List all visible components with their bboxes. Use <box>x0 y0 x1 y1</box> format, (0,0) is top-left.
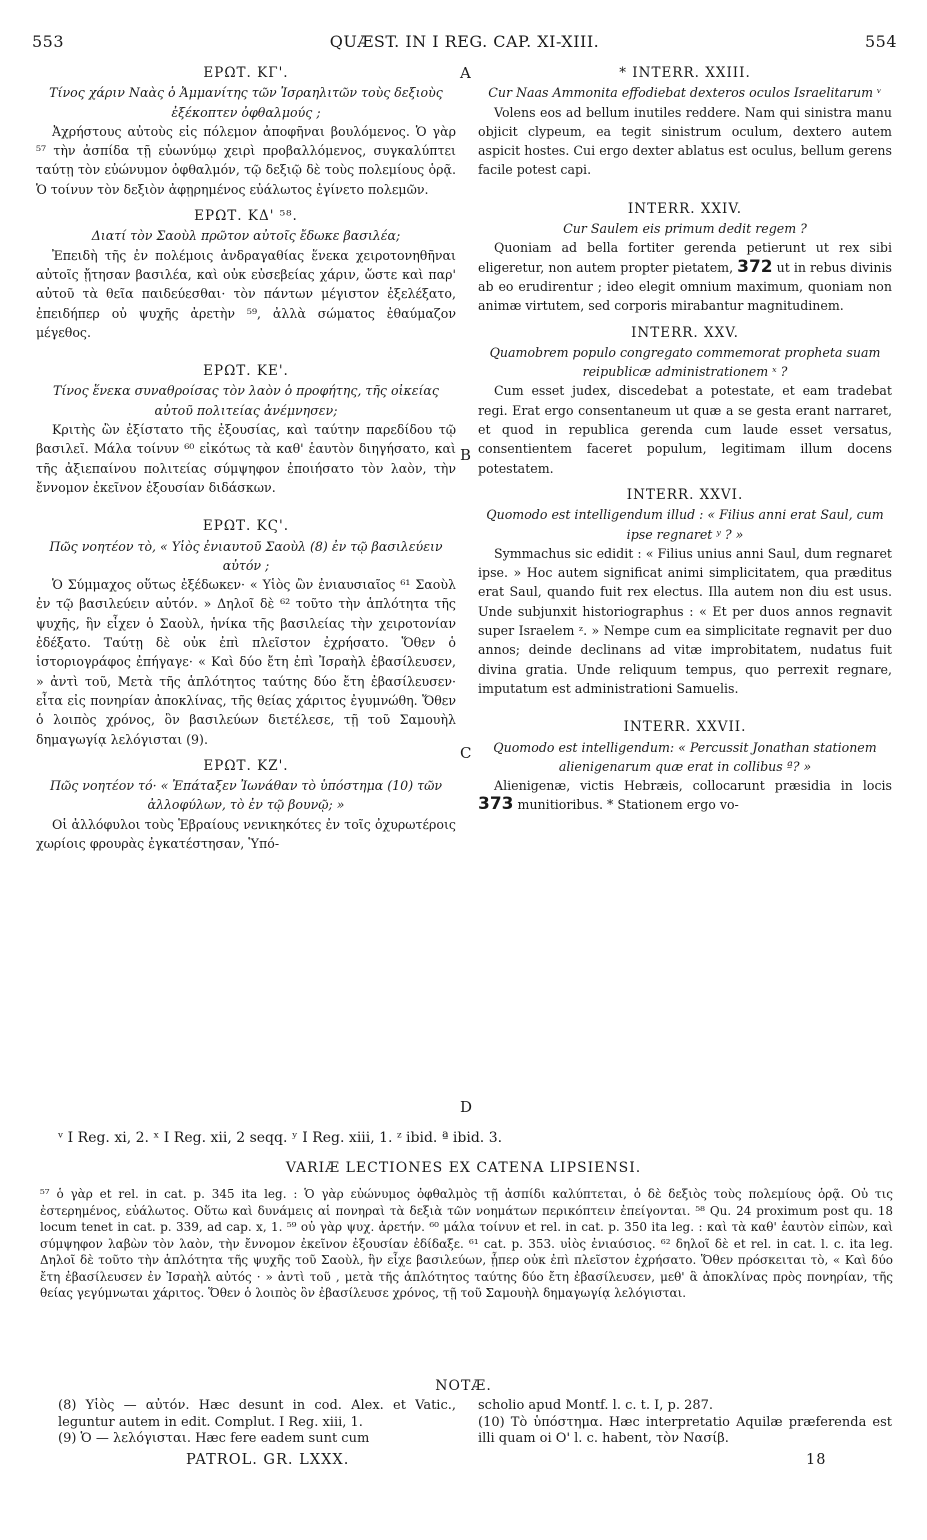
running-title: QUÆST. IN I REG. CAP. XI-XIII. <box>329 32 600 51</box>
latin-column <box>478 64 892 815</box>
variae-lectiones-title: VARIÆ LECTIONES EX CATENA LIPSIENSI. <box>285 1160 642 1176</box>
greek-question-25 <box>36 362 456 497</box>
question-text: Τίνος χάριν Ναὰς ὁ Ἀμμανίτης τῶν Ἰσραηλιτῶν τοὺς δεξιοὺς ἐξέκοπτεν ὀφθαλμούς ; <box>49 85 443 120</box>
variae-lectiones-text: ⁵⁷ ὁ γὰρ et rel. in cat. p. 345 ita leg. : Ὁ γὰρ εὐώνυμος ὀφθαλμὸς τῇ ἀσπίδι καλύπτεται, ὁ δὲ δεξιὸς τοὺς πολεμίους ὁρᾷ. Οὐ τις ἐστερημένος, εὐάλωτος. Οὕτω καὶ δυνάμεις αἱ πονηραὶ τὰ δεξιὰ τῶν νοημάτων περικόπτειν ἐπείγονται. ⁵⁸ Qu. 24 proximum post qu. 18 locum tenet in cat. p. 339, ad cap. x, 1. ⁵⁹ οὐ γὰρ ψυχ. ἀρετήν. ⁶⁰ μάλα τοίνυν et rel. in cat. p. 350 ita leg. : καὶ τὰ καθ' ἑαυτὸν εἰπὼν, καὶ σύμψηφον λαβὼν τὸν λαὸν, τὴν ἔννομον ἐκεῖνον ἐξουσίαν ἐδίδαξε. ⁶¹ cat. p. 353. υἱὸς ἐνιαύσιος. ⁶² δηλοῖ δὲ et rel. in cat. l. c. ita leg. Δηλοῖ δὲ τοῦτο τὴν ἁπλότητα τῆς ψυχῆς τοῦ Σαοὺλ, ἣν εἶχε βασιλεύων, ᾗπερ οὐκ ἐπὶ πλεῖστον ἐχρήσατο. Ὅθεν πρόσκειται τὸ, « Καὶ δύο ἔτη ἐβασίλευσεν ἐν Ἰσραὴλ αὐτός · » ἀντὶ τοῦ , μετὰ τῆς ἁπλότητος ταύτης δύο ἔτη ἐβασίλευσεν, μεθ' ἃ ἀποκλίνας πρὸς πονηρίαν, τῆς θείας γεγύμνωται χάριτος. Ὅθεν ὁ λοιπὸς ὃν ἐβασίλευσε χρόνος, τῇ τοῦ Σαμουὴλ δημαγωγίᾳ λελόγισται. <box>40 1187 893 1300</box>
margin-letter-d: D <box>460 1098 473 1116</box>
footer-signature: 18 <box>806 1452 827 1468</box>
latin-interr-24 <box>478 200 892 316</box>
note-9: (9) Ὁ — λελόγισται. Hæc fere eadem sunt cum <box>58 1431 370 1446</box>
greek-question-27 <box>36 757 456 853</box>
question-text: Πῶς νοητέον τὸ, « Υἱὸς ἐνιαυτοῦ Σαοὺλ (8) ἐν τῷ βασιλεύειν αὐτόν ; <box>49 538 443 573</box>
scripture-references: ᵛ I Reg. xi, 2. ˣ I Reg. xii, 2 seqq. ʸ I Reg. xiii, 1. ᶻ ibid. ª ibid. 3. <box>58 1130 503 1146</box>
section-title: * INTERR. XXIII. <box>619 65 751 81</box>
notae-title: NOTÆ. <box>435 1378 492 1394</box>
section-title: INTERR. XXIV. <box>627 200 743 217</box>
note-8: (8) Υἱὸς — αὐτόν. Hæc desunt in cod. Alex. et Vatic., leguntur autem in edit. Complut. I Reg. xiii, 1. <box>58 1398 456 1430</box>
section-title: ΕΡΩΤ. ΚϚ'. <box>202 518 290 535</box>
answer-text: Alienigenæ, victis Hebræis, collocarunt præsidia in locis 373 munitioribus. * Stationem ergo vo- <box>478 778 892 815</box>
question-text: Quamobrem populo congregato commemorat propheta suam reipublicæ administrationem ˣ ? <box>489 344 881 380</box>
page-number-right: 554 <box>864 32 897 51</box>
section-title: ΕΡΩΤ. ΚΓ'. <box>203 65 289 81</box>
question-text: Cur Saulem eis primum dedit regem ? <box>563 221 807 237</box>
question-text: Τίνος ἕνεκα συναθροίσας τὸν λαὸν ὁ προφήτης, τῆς οἰκείας αὐτοῦ πολιτείας ἀνέμνησεν; <box>53 383 439 418</box>
section-title: INTERR. XXV. <box>631 324 739 341</box>
latin-interr-26 <box>478 486 892 698</box>
latin-interr-27 <box>478 718 892 814</box>
column-number-marker: 373 <box>478 794 514 815</box>
answer-text: Ἀχρήστους αὐτοὺς εἰς πόλεμον ἀποφῆναι βουλόμενος. Ὁ γὰρ ⁵⁷ τὴν ἀσπίδα τῇ εὐωνύμῳ χειρὶ προβαλλόμενος, συγκαλύπτει ταύτῃ τὸν εὐώνυμον ὀφθαλμόν, τῷ δεξιῷ δὲ τοὺς πολεμίους ὁρᾷ. Ὁ τοίνυν τὸν δεξιὸν ἀφῃρημένος εὐάλωτος ἐγίνετο πολεμῶν. <box>36 123 456 197</box>
section-title: INTERR. XXVII. <box>623 719 747 736</box>
margin-letter-b: B <box>460 446 472 464</box>
margin-letter-c: C <box>460 744 472 762</box>
section-title: ΕΡΩΤ. ΚΔ' ⁵⁸. <box>194 208 298 225</box>
greek-question-24 <box>36 207 456 342</box>
answer-text: Cum esset judex, discedebat a potestate, et eam tradebat regi. Erat ergo consentaneum ut quæ a se gesta erant narraret, et quod in republica gerenda cum laude esset versatus, consentientem faceret populum, legitimam illum docens potestatem. <box>478 383 892 476</box>
section-title: ΕΡΩΤ. ΚΖ'. <box>203 757 289 774</box>
answer-text: Volens eos ad bellum inutiles reddere. Nam qui sinistra manu objicit clypeum, ea tegit sinistrum oculum, dextero autem aspicit hostes. Cui ergo dexter ablatus est oculus, bellum gerens facile potest capi. <box>478 104 892 178</box>
greek-question-26 <box>36 517 456 749</box>
notae-left-column <box>58 1398 456 1448</box>
note-9-continued: scholio apud Montf. l. c. t. I, p. 287. <box>478 1398 714 1413</box>
question-text: Πῶς νοητέον τό· « Ἐπάταξεν Ἰωνάθαν τὸ ὑπόστημα (10) τῶν ἀλλοφύλων, τὸ ἐν τῷ βουνῷ; » <box>49 778 443 813</box>
answer-text: Symmachus sic edidit : « Filius unius anni Saul, dum regnaret ipse. » Hoc autem significat animi simplicitatem, qua præditus erat Saul, quando fuit rex electus. Illa autem non diu est usus. Unde subjunxit historiographus : « Et per duos annos regnavit super Israelem ᶻ. » Nempe cum ea simplicitate regnavit per duo annos; deinde declinans ad vitæ improbitatem, nudatus fuit divina gratia. Unde reliquum tempus, quo perrexit regnare, imputatum est administrationi Samuelis. <box>478 545 892 696</box>
running-header <box>32 32 897 58</box>
margin-letter-a: A <box>460 64 471 82</box>
latin-interr-25 <box>478 324 892 478</box>
question-text: Διατί τὸν Σαοὺλ πρῶτον αὐτοῖς ἔδωκε βασιλέα; <box>91 228 401 244</box>
question-text: Quomodo est intelligendum illud : « Filius anni erat Saul, cum ipse regnaret ʸ ? » <box>486 507 884 542</box>
note-10: (10) Τὸ ὑπόστημα. Hæc interpretatio Aquilæ præferenda est illi quam oi O' l. c. habent, τὸν Νασίβ. <box>478 1414 892 1446</box>
answer-text: Κριτὴς ὢν ἐξίστατο τῆς ἐξουσίας, καὶ ταύτην παρεδίδου τῷ βασιλεῖ. Μάλα τοίνυν ⁶⁰ εἰκότως τὰ καθ' ἑαυτὸν διηγήσατο, καὶ τῆς ἀξιεπαίνου πολιτείας σύμψηφον ἐποιήσατο τὸν λαὸν, τὴν ἔννομον ἐκεῖνον ἐξουσίαν διδάσκων. <box>36 422 456 495</box>
answer-text: Ὁ Σύμμαχος οὕτως ἐξέδωκεν· « Υἱὸς ὢν ἐνιαυσιαῖος ⁶¹ Σαοὺλ ἐν τῷ βασιλεύειν αὐτόν. » Δηλοῖ δὲ ⁶² τοῦτο τὴν ἁπλότητα τῆς ψυχῆς, ἣν εἶχεν ὁ Σαοὺλ, ἡνίκα τῆς βασιλείας τὴν χειροτονίαν ἐδέξατο. Ταύτῃ δὲ οὐκ ἐπὶ πλεῖστον ἐχρήσατο. Ὅθεν ὁ ἱστοριογράφος ἐπήγαγε· « Καὶ δύο ἔτη ἐπὶ Ἰσραὴλ ἐβασίλευσεν, » ἀντὶ τοῦ, Μετὰ τῆς ἁπλότητος ταύτης δύο ἔτη ἐβασίλευσεν· εἶτα εἰς πονηρίαν ἀποκλίνας, τῆς θείας χάριτος ἐγυμνώθη. Ὅθεν ὁ λοιπὸς χρόνος, ὃν βασιλεύων διετέλεσε, τῇ τοῦ Σαμουὴλ δημαγωγίᾳ λελόγισται (9). <box>36 577 456 747</box>
answer-text: Ἐπειδὴ τῆς ἐν πολέμοις ἀνδραγαθίας ἕνεκα χειροτονηθῆναι αὐτοῖς ᾔτησαν βασιλέα, καὶ οὐκ εὐσεβείας χάριν, ὥστε καὶ παρ' αὐτοῦ τὰ θεῖα παιδεύεσθαι· τὸν πάντων μέγιστον ἐξελέξατο, ἐπειδήπερ οὐ ψυχῆς ἀρετὴν ⁵⁹, ἀλλὰ σώματος ἐθαύμαζον μέγεθος. <box>36 247 456 340</box>
greek-question-23 <box>36 64 456 199</box>
answer-text: Quoniam ad bella fortiter gerenda petierunt ut rex sibi eligeretur, non autem propter pietatem, 372 ut in rebus divinis ab eo erudirentur ; ideo elegit omnium maximum, quoniam non animæ virtutem, sed corporis mirabantur magnitudinem. <box>478 240 892 314</box>
answer-text: Οἱ ἀλλόφυλοι τοὺς Ἑβραίους νενικηκότες ἐν τοῖς ὀχυρωτέροις χωρίοις φρουρὰς ἐγκατέστησαν, Ὑπό- <box>36 816 456 851</box>
page-number-left: 553 <box>32 32 65 51</box>
column-number-marker: 372 <box>737 256 773 277</box>
greek-column <box>36 64 456 853</box>
notae-right-column <box>478 1398 892 1448</box>
question-text: Quomodo est intelligendum: « Percussit Jonathan stationem alienigenarum quæ erat in collibus ª? » <box>493 739 877 774</box>
latin-interr-23 <box>478 64 892 180</box>
section-title: INTERR. XXVI. <box>626 486 744 503</box>
section-title: ΕΡΩΤ. ΚΕ'. <box>203 363 289 380</box>
footer-series: PATROL. GR. LXXX. <box>186 1452 350 1468</box>
question-text: Cur Naas Ammonita effodiebat dexteros oculos Israelitarum ᵛ <box>488 85 882 101</box>
